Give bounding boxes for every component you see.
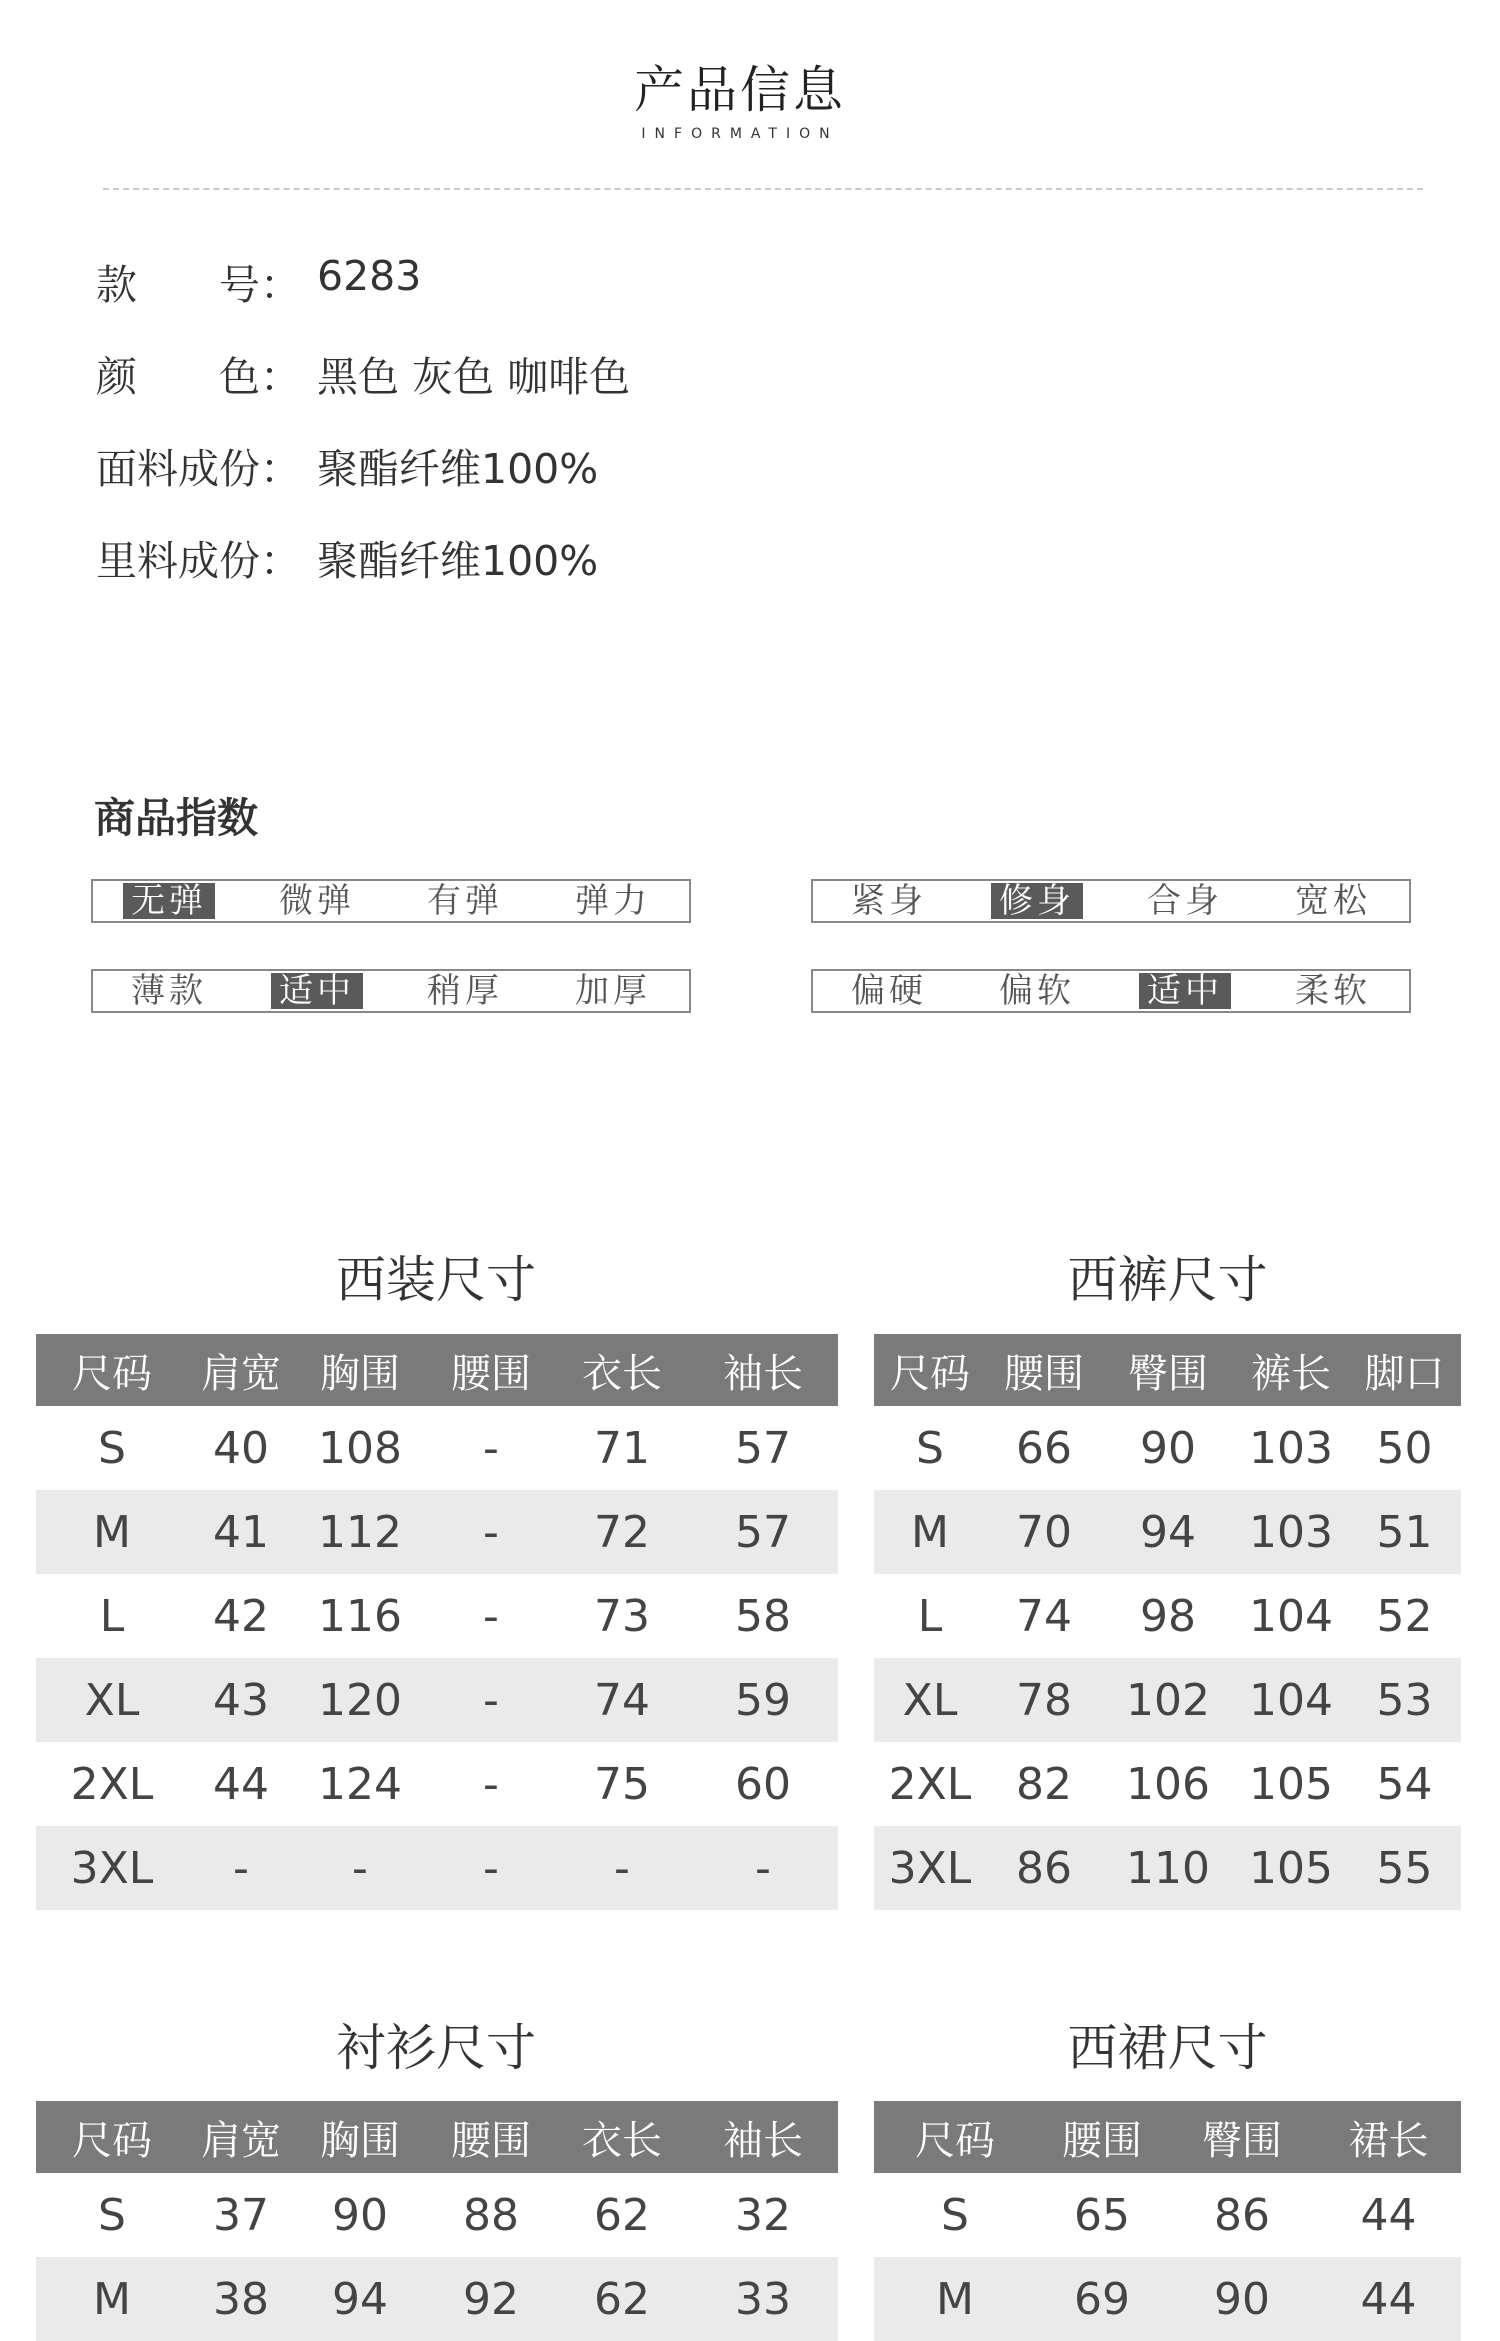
table-cell: 41 — [188, 1490, 294, 1574]
table-cell: 3XL — [36, 1826, 188, 1910]
table-cell: 42 — [213, 1590, 269, 1642]
table-cell: S — [916, 1422, 944, 1474]
table-cell: 37 — [213, 2189, 269, 2241]
table-cell: 44 — [1316, 2257, 1461, 2341]
table-cell: 94 — [1102, 1490, 1234, 1574]
table-row — [874, 2173, 1461, 2257]
table-cell: 71 — [594, 1422, 650, 1474]
info-value: 聚酯纤维100% — [317, 445, 599, 493]
page-subtitle: INFORMATION — [641, 126, 839, 142]
table-cell: 33 — [688, 2257, 838, 2341]
table-cell: 59 — [688, 1658, 838, 1742]
table-cell: M — [36, 2257, 188, 2341]
table-cell: 90 — [1140, 1422, 1196, 1474]
table-cell: 50 — [1376, 1422, 1433, 1474]
column-header: 肩宽 — [188, 1334, 294, 1406]
pants-table-body — [874, 1406, 1461, 1910]
table-cell: 86 — [1214, 2189, 1270, 2241]
scale-option: 宽松 — [1295, 881, 1371, 921]
table-cell: - — [556, 1826, 688, 1910]
column-header: 臀围 — [1168, 2101, 1316, 2173]
table-cell: 32 — [735, 2189, 791, 2241]
scale-option: 适中 — [1139, 973, 1231, 1009]
table-cell: 44 — [213, 1758, 269, 1810]
table-row — [36, 1490, 838, 1574]
table-cell: 92 — [426, 2257, 556, 2341]
table-cell: S — [98, 1422, 126, 1474]
column-header: 尺码 — [36, 1334, 188, 1406]
table-header-row — [874, 2101, 1461, 2173]
table-header-row — [36, 2101, 838, 2173]
table-cell: 40 — [213, 1422, 269, 1474]
table-cell: 104 — [1234, 1658, 1348, 1742]
column-header: 尺码 — [36, 2101, 188, 2173]
table-cell: - — [188, 1826, 294, 1910]
table-header-row — [874, 1334, 1461, 1406]
info-value: 6283 — [317, 252, 422, 300]
index-title: 商品指数 — [94, 794, 258, 842]
table-row — [36, 2173, 838, 2257]
table-cell: 78 — [986, 1658, 1102, 1742]
table-cell: 65 — [1074, 2189, 1130, 2241]
pants-table-header — [874, 1334, 1461, 1406]
info-label: 面料成份： — [96, 445, 301, 493]
table-cell: 103 — [1234, 1490, 1348, 1574]
table-cell: 105 — [1249, 1758, 1333, 1810]
shirt-table-header — [36, 2101, 838, 2173]
column-header: 肩宽 — [188, 2101, 294, 2173]
table-cell: 102 — [1102, 1658, 1234, 1742]
table-cell: 110 — [1102, 1826, 1234, 1910]
info-value: 聚酯纤维100% — [317, 537, 599, 585]
skirt-table-body — [874, 2173, 1461, 2341]
table-row — [874, 1658, 1461, 1742]
table-cell: 2XL — [70, 1758, 154, 1810]
table-cell: M — [36, 1490, 188, 1574]
table-cell: 66 — [1016, 1422, 1072, 1474]
column-header: 尺码 — [874, 2101, 1036, 2173]
scale-option: 修身 — [991, 883, 1083, 919]
table-cell: 53 — [1348, 1658, 1461, 1742]
column-header: 衣长 — [556, 2101, 688, 2173]
table-cell: 90 — [1168, 2257, 1316, 2341]
scale-option: 弹力 — [575, 881, 651, 921]
suit-size-table — [36, 1334, 838, 1910]
skirt-size-table — [874, 2101, 1461, 2341]
table-cell: - — [426, 1826, 556, 1910]
scale-softness — [811, 969, 1411, 1013]
table-cell: 43 — [188, 1658, 294, 1742]
table-row — [874, 1490, 1461, 1574]
shirt-table-body — [36, 2173, 838, 2341]
table-cell: 57 — [735, 1422, 791, 1474]
table-cell: 124 — [318, 1758, 402, 1810]
table-cell: - — [294, 1826, 426, 1910]
column-header: 腰围 — [426, 2101, 556, 2173]
scale-option: 加厚 — [575, 971, 651, 1011]
page-title: 产品信息 — [634, 61, 846, 119]
table-cell: - — [483, 1590, 499, 1642]
table-cell: 73 — [594, 1590, 650, 1642]
column-header: 裙长 — [1316, 2101, 1461, 2173]
table-cell: - — [483, 1758, 499, 1810]
table-cell: 72 — [556, 1490, 688, 1574]
table-row — [36, 1658, 838, 1742]
skirt-table-header — [874, 2101, 1461, 2173]
column-header: 胸围 — [294, 1334, 426, 1406]
table-cell: 60 — [735, 1758, 791, 1810]
table-cell: S — [98, 2189, 126, 2241]
scale-option: 微弹 — [279, 881, 355, 921]
table-row — [874, 1574, 1461, 1658]
table-cell: 86 — [986, 1826, 1102, 1910]
table-cell: M — [874, 1490, 986, 1574]
info-label: 里料成份： — [96, 537, 301, 585]
column-header: 袖长 — [688, 2101, 838, 2173]
table-cell: 94 — [294, 2257, 426, 2341]
table-cell: 38 — [188, 2257, 294, 2341]
table-cell: 82 — [1016, 1758, 1072, 1810]
table-cell: 51 — [1348, 1490, 1461, 1574]
suit-table-body — [36, 1406, 838, 1910]
column-header: 腰围 — [1036, 2101, 1168, 2173]
table-row — [36, 1742, 838, 1826]
table-row — [36, 1826, 838, 1910]
table-cell: 112 — [294, 1490, 426, 1574]
scale-option: 有弹 — [427, 881, 503, 921]
suit-table-title: 西装尺寸 — [336, 1251, 536, 1309]
scale-elasticity — [91, 879, 691, 923]
table-cell: XL — [874, 1658, 986, 1742]
table-cell: 58 — [735, 1590, 791, 1642]
pants-size-table — [874, 1334, 1461, 1910]
shirt-table-title: 衬衫尺寸 — [336, 2019, 536, 2077]
info-label: 颜 色： — [96, 353, 301, 401]
table-cell: 74 — [1016, 1590, 1072, 1642]
table-cell: 74 — [556, 1658, 688, 1742]
dashed-divider — [103, 188, 1423, 190]
table-cell: 3XL — [874, 1826, 986, 1910]
table-cell: 54 — [1376, 1758, 1433, 1810]
table-row — [874, 1826, 1461, 1910]
scale-option: 偏软 — [999, 971, 1075, 1011]
table-cell: L — [99, 1590, 125, 1642]
table-cell: 116 — [318, 1590, 402, 1642]
table-row — [874, 1742, 1461, 1826]
table-cell: S — [941, 2189, 969, 2241]
column-header: 腰围 — [426, 1334, 556, 1406]
table-cell: 108 — [318, 1422, 402, 1474]
table-cell: L — [917, 1590, 943, 1642]
table-cell: 55 — [1348, 1826, 1461, 1910]
column-header: 脚口 — [1348, 1334, 1461, 1406]
table-cell: 106 — [1126, 1758, 1210, 1810]
table-cell: 104 — [1249, 1590, 1333, 1642]
table-row — [36, 2257, 838, 2341]
info-value: 黑色 灰色 咖啡色 — [317, 353, 631, 401]
scale-option: 无弹 — [123, 883, 215, 919]
column-header: 胸围 — [294, 2101, 426, 2173]
table-cell: 105 — [1234, 1826, 1348, 1910]
column-header: 袖长 — [688, 1334, 838, 1406]
scale-option: 柔软 — [1295, 971, 1371, 1011]
table-cell: 57 — [688, 1490, 838, 1574]
scale-option: 偏硬 — [851, 971, 927, 1011]
scale-option: 合身 — [1147, 881, 1223, 921]
table-cell: 2XL — [888, 1758, 972, 1810]
table-cell: 103 — [1249, 1422, 1333, 1474]
skirt-table-title: 西裙尺寸 — [1067, 2019, 1268, 2077]
table-cell: 52 — [1376, 1590, 1433, 1642]
table-cell: - — [426, 1490, 556, 1574]
shirt-size-table — [36, 2101, 838, 2341]
table-row — [36, 1574, 838, 1658]
column-header: 衣长 — [556, 1334, 688, 1406]
column-header: 腰围 — [986, 1334, 1102, 1406]
table-cell: M — [874, 2257, 1036, 2341]
table-header-row — [36, 1334, 838, 1406]
scale-option: 稍厚 — [427, 971, 503, 1011]
scale-fit — [811, 879, 1411, 923]
table-row — [874, 1406, 1461, 1490]
table-cell: 69 — [1036, 2257, 1168, 2341]
scale-option: 紧身 — [851, 881, 927, 921]
table-cell: 62 — [594, 2189, 650, 2241]
pants-table-title: 西裤尺寸 — [1067, 1251, 1268, 1309]
table-row — [36, 1406, 838, 1490]
table-cell: 88 — [463, 2189, 519, 2241]
table-cell: 120 — [294, 1658, 426, 1742]
table-cell: XL — [36, 1658, 188, 1742]
table-cell: 70 — [986, 1490, 1102, 1574]
scale-option: 适中 — [271, 973, 363, 1009]
table-cell: - — [426, 1658, 556, 1742]
table-cell: 62 — [556, 2257, 688, 2341]
scale-thickness — [91, 969, 691, 1013]
table-cell: 98 — [1140, 1590, 1196, 1642]
column-header: 裤长 — [1234, 1334, 1348, 1406]
table-cell: 44 — [1360, 2189, 1417, 2241]
table-cell: - — [483, 1422, 499, 1474]
info-label: 款 号： — [96, 261, 301, 309]
suit-table-header — [36, 1334, 838, 1406]
column-header: 臀围 — [1102, 1334, 1234, 1406]
table-cell: - — [688, 1826, 838, 1910]
table-cell: 75 — [594, 1758, 650, 1810]
table-row — [874, 2257, 1461, 2341]
column-header: 尺码 — [874, 1334, 986, 1406]
scale-option: 薄款 — [131, 971, 207, 1011]
table-cell: 90 — [332, 2189, 388, 2241]
